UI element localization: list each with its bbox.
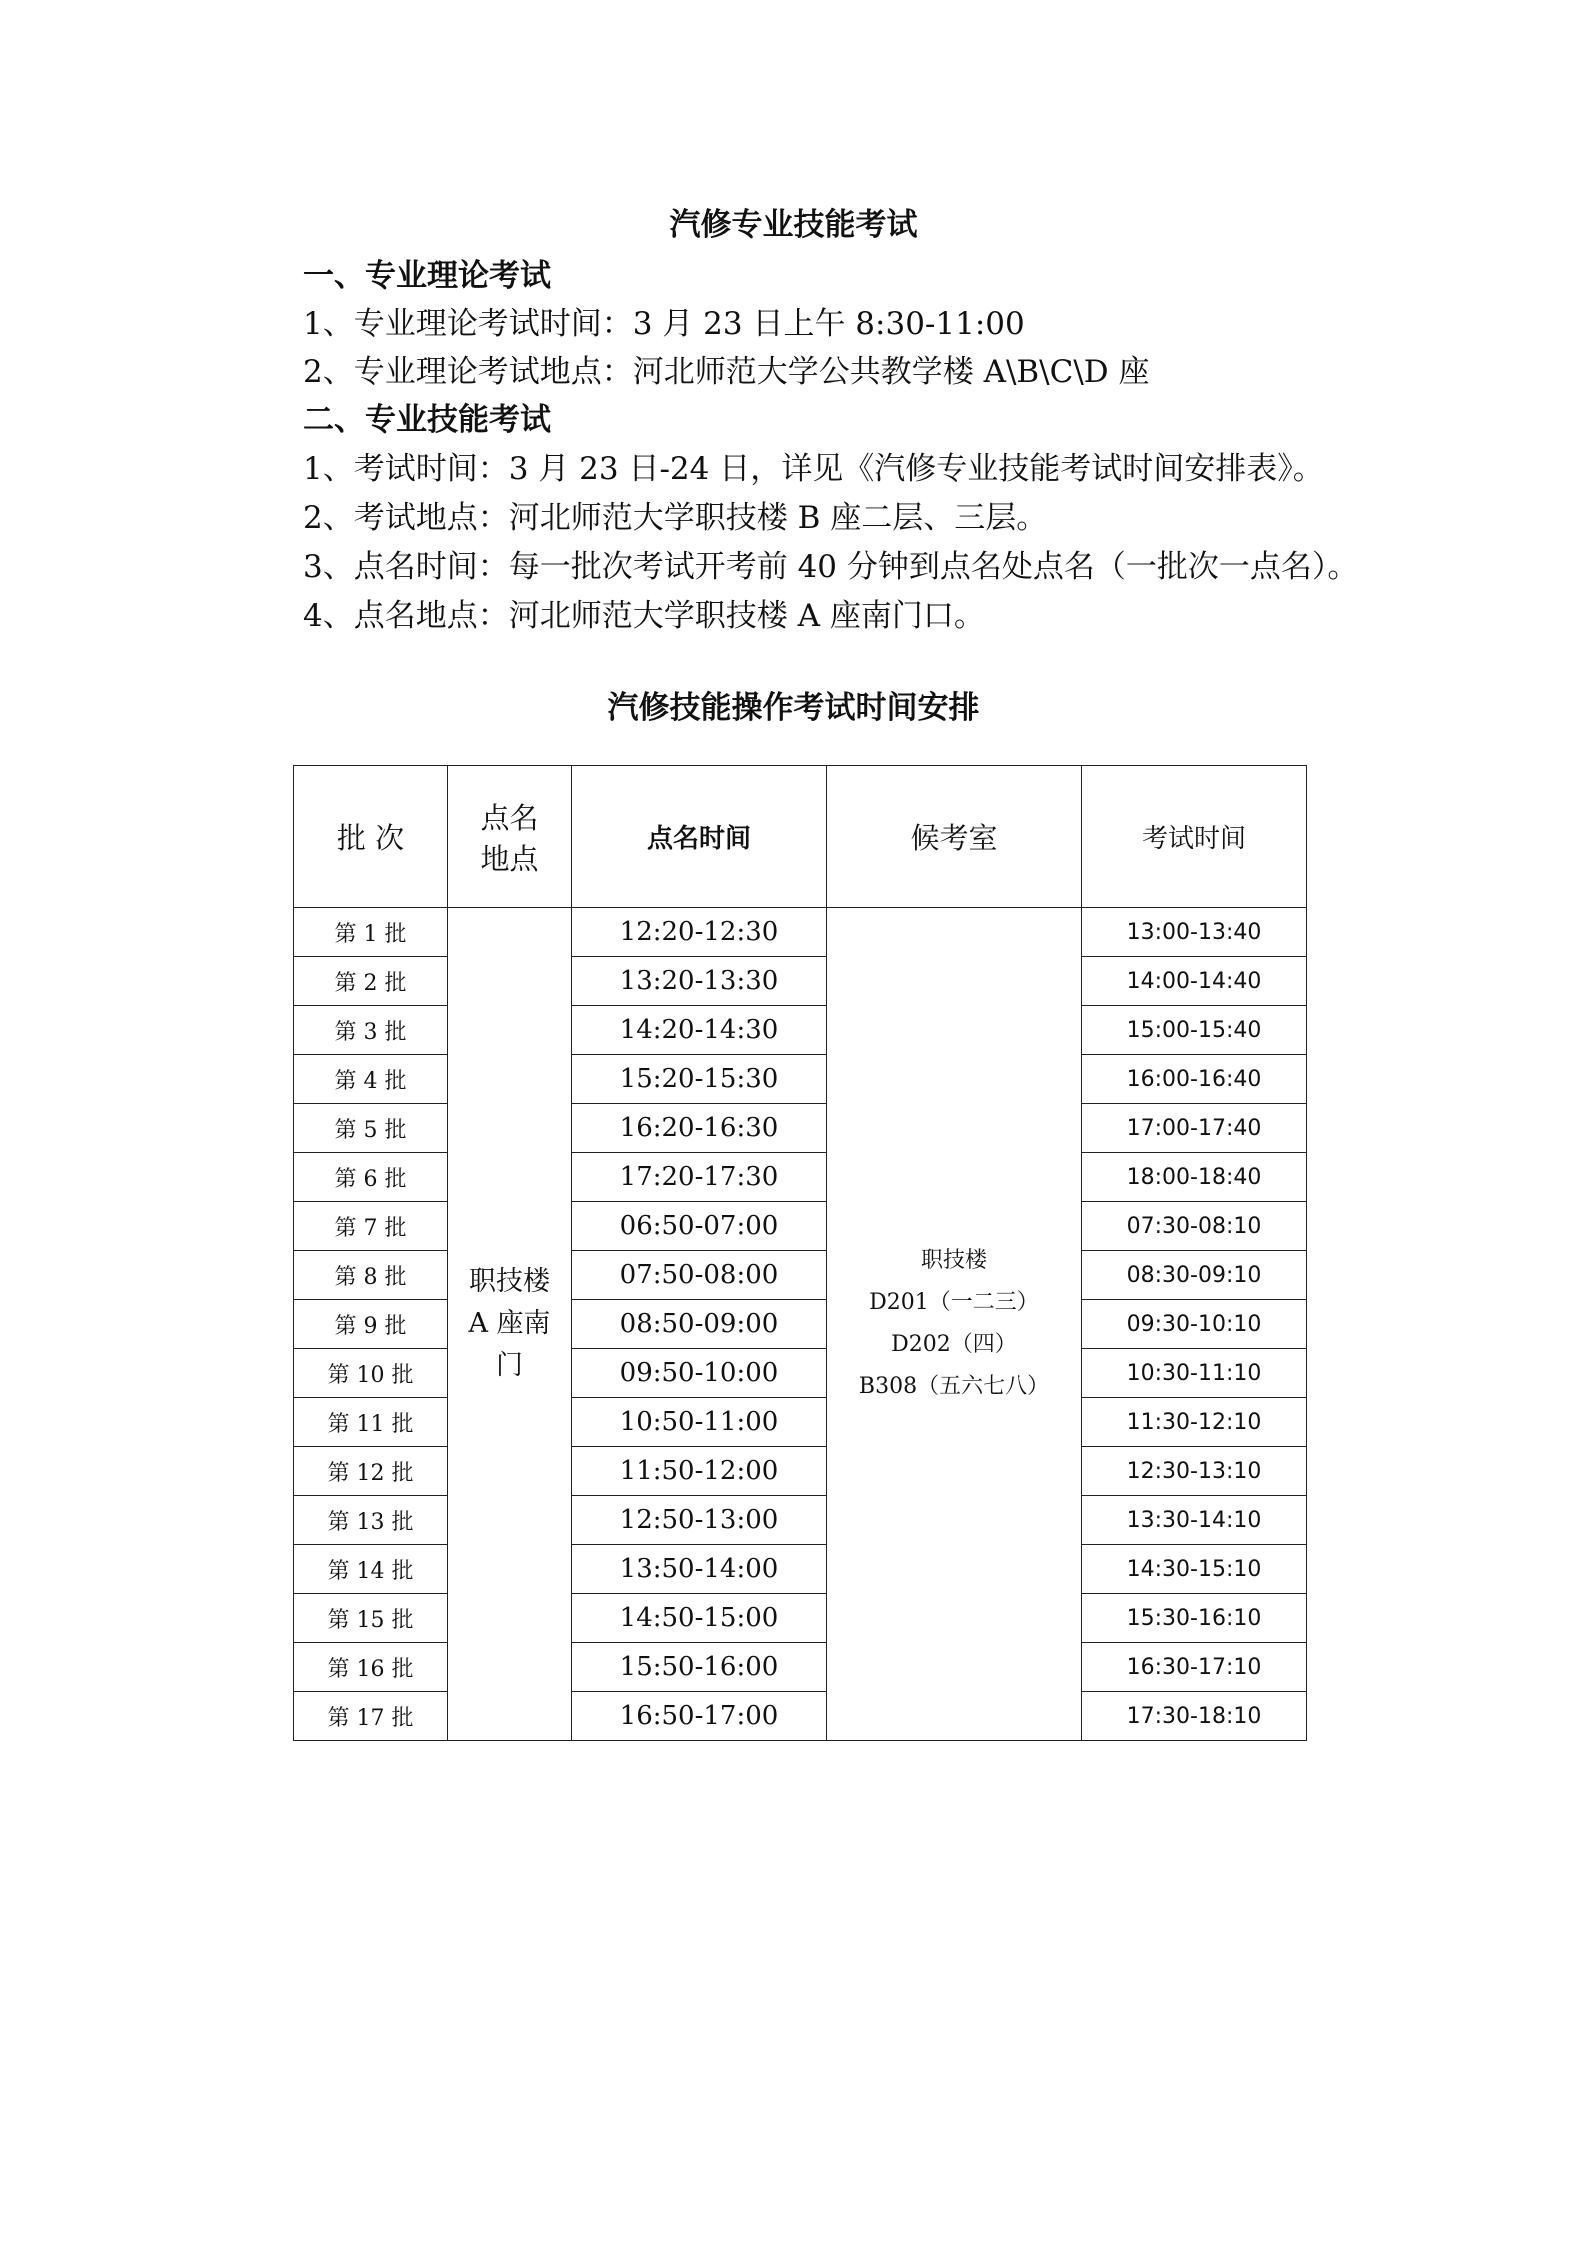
rollcall-time-cell: 11:50-12:00 [572, 1447, 827, 1496]
rollcall-place-line: 职技楼 [469, 1266, 550, 1297]
batch-cell: 第 5 批 [294, 1104, 448, 1153]
table-row [294, 908, 1307, 957]
exam-time-cell: 17:30-18:10 [1082, 1692, 1307, 1741]
batch-cell: 第 8 批 [294, 1251, 448, 1300]
theory-exam-time: 1、专业理论考试时间：3 月 23 日上午 8:30-11:00 [303, 306, 1025, 342]
rollcall-time-cell: 15:20-15:30 [572, 1055, 827, 1104]
header-rollcall-place-line2: 地点 [480, 841, 539, 876]
waiting-room-line: D202（四） [891, 1332, 1017, 1357]
rollcall-time-cell: 09:50-10:00 [572, 1349, 827, 1398]
exam-time-cell: 15:00-15:40 [1082, 1006, 1307, 1055]
exam-time-cell: 14:30-15:10 [1082, 1545, 1307, 1594]
theory-exam-location: 2、专业理论考试地点：河北师范大学公共教学楼 A\B\C\D 座 [303, 354, 1150, 390]
rollcall-time-cell: 07:50-08:00 [572, 1251, 827, 1300]
rollcall-time-cell: 15:50-16:00 [572, 1643, 827, 1692]
rollcall-time-cell: 12:20-12:30 [572, 908, 827, 957]
rollcall-time-note: 3、点名时间：每一批次考试开考前 40 分钟到点名处点名（一批次一点名）。 [303, 549, 1359, 585]
exam-time-cell: 16:30-17:10 [1082, 1643, 1307, 1692]
exam-time-cell: 15:30-16:10 [1082, 1594, 1307, 1643]
waiting-room-cell [827, 908, 1082, 1741]
rollcall-place-cell [448, 908, 572, 1741]
exam-time-cell: 09:30-10:10 [1082, 1300, 1307, 1349]
exam-time-cell: 08:30-09:10 [1082, 1251, 1307, 1300]
table-row [294, 1692, 1307, 1741]
table-row [294, 1104, 1307, 1153]
batch-cell: 第 6 批 [294, 1153, 448, 1202]
header-rollcall-place-line1: 点名 [480, 800, 539, 835]
exam-time-cell: 14:00-14:40 [1082, 957, 1307, 1006]
exam-time-cell: 16:00-16:40 [1082, 1055, 1307, 1104]
batch-cell: 第 4 批 [294, 1055, 448, 1104]
waiting-room-line: 职技楼 [920, 1248, 987, 1273]
header-rollcall-place [448, 766, 572, 908]
table-row [294, 1006, 1307, 1055]
table-row [294, 1496, 1307, 1545]
rollcall-time-cell: 14:20-14:30 [572, 1006, 827, 1055]
rollcall-place-line: A 座南 [468, 1308, 551, 1339]
batch-cell: 第 11 批 [294, 1398, 448, 1447]
batch-cell: 第 1 批 [294, 908, 448, 957]
rollcall-time-cell: 17:20-17:30 [572, 1153, 827, 1202]
exam-time-cell: 11:30-12:10 [1082, 1398, 1307, 1447]
batch-cell: 第 16 批 [294, 1643, 448, 1692]
exam-time-cell: 10:30-11:10 [1082, 1349, 1307, 1398]
exam-time-cell: 13:00-13:40 [1082, 908, 1307, 957]
table-row [294, 1202, 1307, 1251]
rollcall-time-cell: 13:50-14:00 [572, 1545, 827, 1594]
skills-exam-time: 1、考试时间：3 月 23 日-24 日，详见《汽修专业技能考试时间安排表》。 [303, 451, 1324, 487]
table-row [294, 1545, 1307, 1594]
exam-time-cell: 18:00-18:40 [1082, 1153, 1307, 1202]
rollcall-time-cell: 06:50-07:00 [572, 1202, 827, 1251]
batch-cell: 第 9 批 [294, 1300, 448, 1349]
batch-cell: 第 7 批 [294, 1202, 448, 1251]
waiting-room-line: D201（一二三） [869, 1290, 1039, 1315]
rollcall-time-cell: 10:50-11:00 [572, 1398, 827, 1447]
batch-cell: 第 17 批 [294, 1692, 448, 1741]
waiting-room-line: B308（五六七八） [858, 1374, 1050, 1399]
rollcall-time-cell: 16:20-16:30 [572, 1104, 827, 1153]
table-row [294, 1055, 1307, 1104]
table-row [294, 1398, 1307, 1447]
header-exam-time: 考试时间 [1082, 766, 1307, 908]
exam-time-cell: 13:30-14:10 [1082, 1496, 1307, 1545]
table-row [294, 1300, 1307, 1349]
schedule-table [293, 765, 1307, 1741]
table-row [294, 1153, 1307, 1202]
table-header-row [294, 766, 1307, 908]
batch-cell: 第 3 批 [294, 1006, 448, 1055]
header-waiting-room: 候考室 [827, 766, 1082, 908]
section-heading-theory: 一、专业理论考试 [303, 258, 551, 294]
rollcall-time-cell: 08:50-09:00 [572, 1300, 827, 1349]
table-row [294, 1349, 1307, 1398]
rollcall-time-cell: 16:50-17:00 [572, 1692, 827, 1741]
batch-cell: 第 13 批 [294, 1496, 448, 1545]
table-row [294, 1447, 1307, 1496]
section-heading-skills: 二、专业技能考试 [303, 402, 551, 438]
rollcall-place-line: 门 [496, 1350, 523, 1381]
table-title: 汽修技能操作考试时间安排 [607, 690, 980, 726]
table-row [294, 1643, 1307, 1692]
table-row [294, 1594, 1307, 1643]
exam-time-cell: 07:30-08:10 [1082, 1202, 1307, 1251]
batch-cell: 第 2 批 [294, 957, 448, 1006]
rollcall-time-cell: 13:20-13:30 [572, 957, 827, 1006]
exam-time-cell: 12:30-13:10 [1082, 1447, 1307, 1496]
batch-cell: 第 15 批 [294, 1594, 448, 1643]
rollcall-time-cell: 12:50-13:00 [572, 1496, 827, 1545]
table-body [294, 908, 1307, 1741]
document-title: 汽修专业技能考试 [669, 207, 918, 243]
skills-exam-location: 2、考试地点：河北师范大学职技楼 B 座二层、三层。 [303, 500, 1048, 536]
header-rollcall-time: 点名时间 [572, 766, 827, 908]
batch-cell: 第 14 批 [294, 1545, 448, 1594]
header-batch: 批 次 [294, 766, 448, 908]
batch-cell: 第 12 批 [294, 1447, 448, 1496]
rollcall-time-cell: 14:50-15:00 [572, 1594, 827, 1643]
table-row [294, 957, 1307, 1006]
exam-time-cell: 17:00-17:40 [1082, 1104, 1307, 1153]
batch-cell: 第 10 批 [294, 1349, 448, 1398]
rollcall-location-note: 4、点名地点：河北师范大学职技楼 A 座南门口。 [303, 598, 985, 634]
table-row [294, 1251, 1307, 1300]
